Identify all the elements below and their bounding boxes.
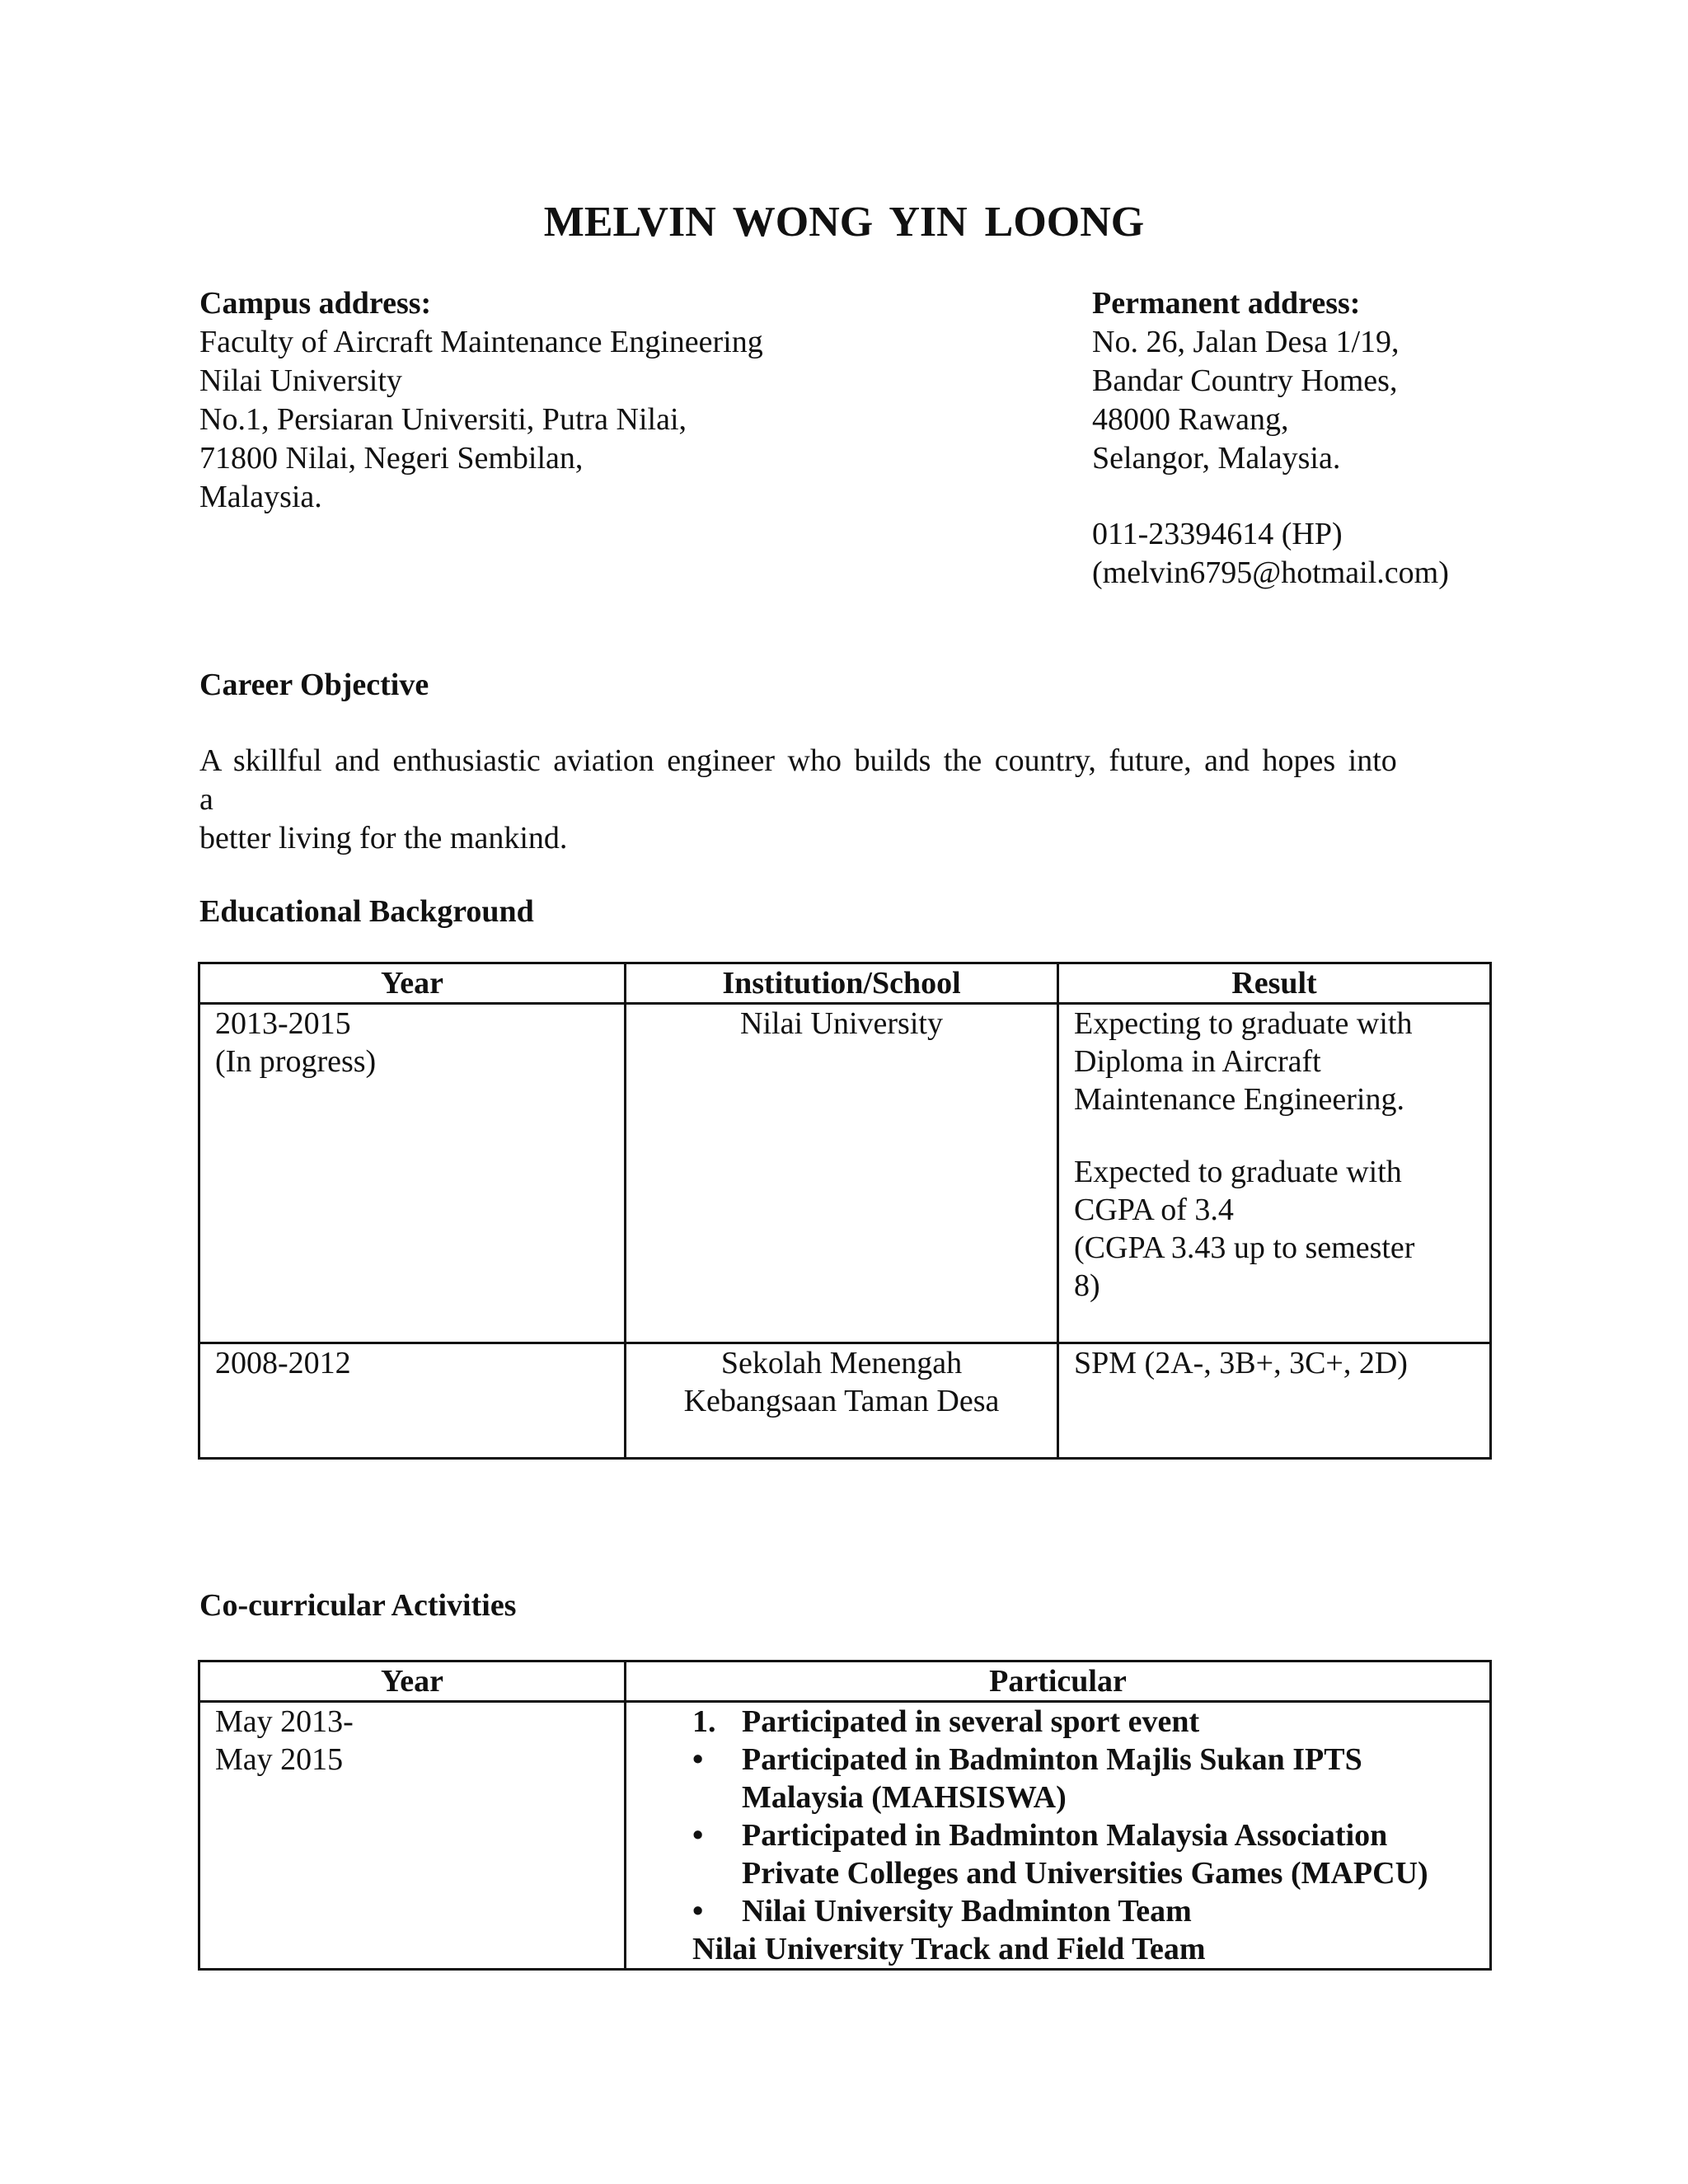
number-marker: 1.: [692, 1704, 716, 1739]
education-result-cell: [1058, 1004, 1491, 1343]
bullet-item-line: Private Colleges and Universities Games (MAPCU): [742, 1856, 1428, 1891]
table-row: [199, 1004, 1491, 1343]
column-header-result: Result: [1058, 963, 1491, 1004]
education-institution-cell: [626, 1343, 1058, 1459]
education-table: [198, 962, 1492, 1460]
result-line: Expected to graduate with: [1074, 1155, 1402, 1189]
numbered-item-text: Participated in several sport event: [742, 1704, 1200, 1739]
year-line: (In progress): [215, 1044, 377, 1079]
campus-address-heading: Campus address:: [199, 286, 432, 321]
education-year-cell: [199, 1004, 626, 1343]
permanent-address-line: No. 26, Jalan Desa 1/19,: [1092, 325, 1400, 359]
bullet-marker: •: [692, 1818, 704, 1853]
education-institution-cell: [626, 1004, 1058, 1343]
bullet-marker: •: [692, 1742, 704, 1777]
bullet-item: [692, 1892, 1475, 1930]
campus-address: [199, 284, 941, 517]
permanent-address-line: Selangor, Malaysia.: [1092, 441, 1341, 476]
cocurricular-particular-cell: [626, 1702, 1491, 1970]
campus-address-line: No.1, Persiaran Universiti, Putra Nilai,: [199, 402, 687, 437]
permanent-address-line: 48000 Rawang,: [1092, 402, 1289, 437]
resume-name: MELVIN WONG YIN LOONG: [543, 199, 1145, 246]
result-line: SPM (2A-, 3B+, 3C+, 2D): [1074, 1346, 1408, 1380]
cocurricular-heading: Co-curricular Activities: [199, 1588, 517, 1623]
institution-line: Nilai University: [740, 1006, 943, 1041]
bullet-item-line: Malaysia (MAHSISWA): [742, 1780, 1067, 1815]
phone-number: 011-23394614 (HP): [1092, 517, 1343, 551]
trailing-item: Nilai University Track and Field Team: [692, 1932, 1206, 1966]
education-year-cell: [199, 1343, 626, 1459]
numbered-item: [692, 1703, 1475, 1741]
result-line: CGPA of 3.4: [1074, 1193, 1234, 1227]
education-result-cell: [1058, 1343, 1491, 1459]
career-objective-line: A skillful and enthusiastic aviation engineer who builds the country, future, and hopes into a: [199, 743, 1397, 817]
cocurricular-year-cell: [199, 1702, 626, 1970]
table-header-row: [199, 1661, 1491, 1702]
institution-line: Sekolah Menengah: [720, 1346, 963, 1380]
table-header-row: [199, 963, 1491, 1004]
bullet-item-line: Participated in Badminton Malaysia Association: [742, 1818, 1388, 1853]
column-header-institution: Institution/School: [626, 963, 1058, 1004]
year-line: 2013-2015: [215, 1006, 351, 1041]
email-address: (melvin6795@hotmail.com): [1092, 555, 1449, 590]
permanent-address-heading: Permanent address:: [1092, 286, 1361, 321]
result-spacer: [1074, 1118, 1475, 1153]
year-line: May 2013-: [215, 1704, 354, 1739]
career-objective-text: [199, 742, 1419, 858]
education-heading: Educational Background: [199, 894, 534, 929]
bullet-marker: •: [692, 1894, 704, 1929]
result-line: 8): [1074, 1268, 1100, 1303]
career-objective-line: better living for the mankind.: [199, 821, 568, 855]
table-row: [199, 1702, 1491, 1970]
column-header-year: Year: [199, 1661, 626, 1702]
permanent-address: [1092, 284, 1628, 593]
permanent-address-line: Bandar Country Homes,: [1092, 363, 1398, 398]
year-line: 2008-2012: [215, 1346, 351, 1380]
result-line: Diploma in Aircraft: [1074, 1044, 1321, 1079]
bullet-item: [692, 1741, 1475, 1816]
result-line: Expecting to graduate with: [1074, 1006, 1413, 1041]
bullet-item-line: Nilai University Badminton Team: [742, 1894, 1192, 1929]
campus-address-line: 71800 Nilai, Negeri Sembilan,: [199, 441, 584, 476]
cocurricular-table: [198, 1660, 1492, 1971]
bullet-item-line: Participated in Badminton Majlis Sukan IPTS: [742, 1742, 1362, 1777]
campus-address-line: Faculty of Aircraft Maintenance Engineering: [199, 325, 763, 359]
career-objective-heading: Career Objective: [199, 668, 429, 702]
bullet-item: [692, 1816, 1475, 1892]
campus-address-line: Nilai University: [199, 363, 402, 398]
year-line: May 2015: [215, 1742, 344, 1777]
column-header-particular: Particular: [626, 1661, 1491, 1702]
result-line: (CGPA 3.43 up to semester: [1074, 1230, 1415, 1265]
table-row: [199, 1343, 1491, 1459]
campus-address-line: Malaysia.: [199, 480, 322, 514]
result-line: Maintenance Engineering.: [1074, 1082, 1404, 1117]
address-spacer: [1092, 478, 1628, 515]
column-header-year: Year: [199, 963, 626, 1004]
institution-line: Kebangsaan Taman Desa: [683, 1384, 1000, 1418]
